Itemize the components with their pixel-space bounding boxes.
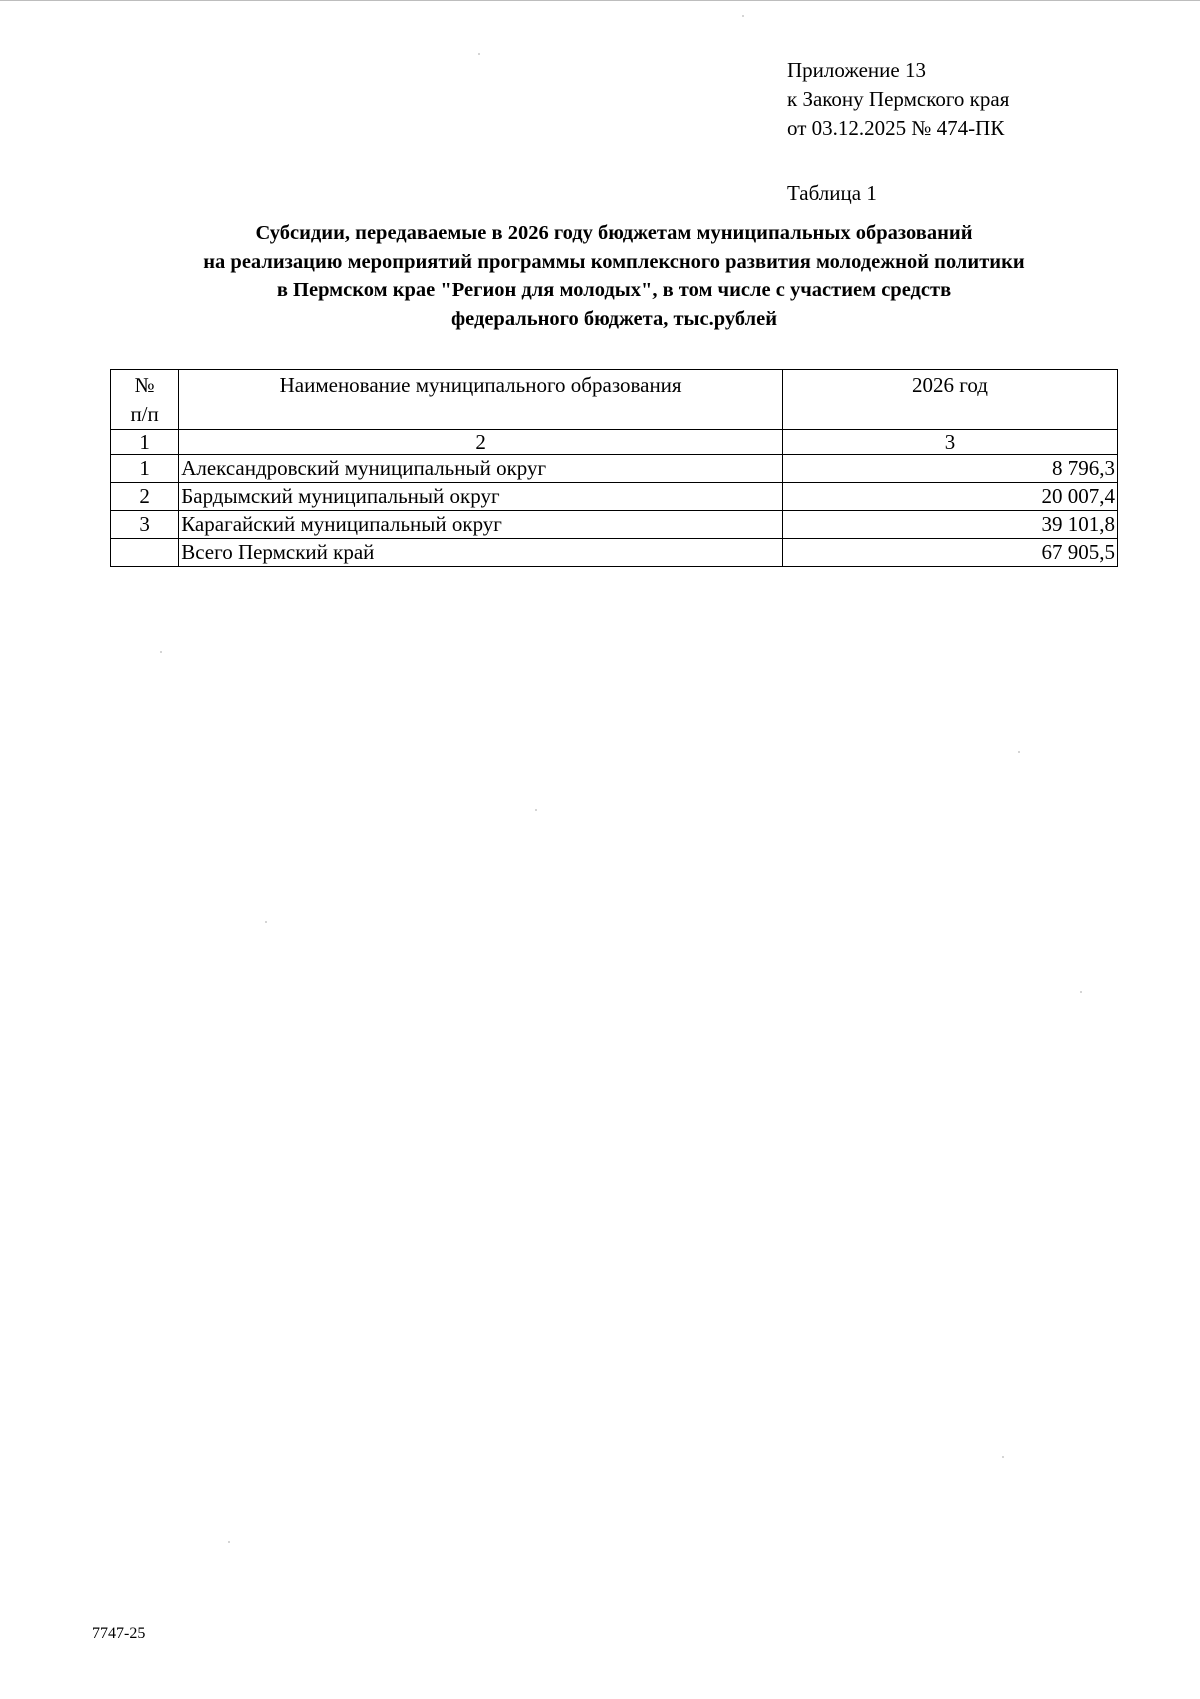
scan-speck <box>1080 991 1082 993</box>
scan-speck <box>535 809 537 811</box>
row-number <box>111 539 179 567</box>
row-number: 1 <box>111 455 179 483</box>
header-number <box>111 370 179 430</box>
column-number: 3 <box>783 430 1118 455</box>
scan-speck <box>1002 1456 1004 1458</box>
header-year: 2026 год <box>783 370 1118 430</box>
subsidy-amount: 39 101,8 <box>783 511 1118 539</box>
header-number-symbol: № <box>134 373 155 397</box>
document-title <box>110 219 1118 333</box>
scan-speck <box>1018 751 1020 753</box>
header-municipality: Наименование муниципального образования <box>179 370 783 430</box>
municipality-name: Александровский муниципальный округ <box>179 455 783 483</box>
title-line-3: в Пермском крае "Регион для молодых", в том числе с участием средств <box>276 279 952 301</box>
row-number: 3 <box>111 511 179 539</box>
subsidies-table <box>110 369 1118 567</box>
scan-speck <box>742 15 744 17</box>
appendix-date: от 03.12.2025 № 474-ПК <box>787 116 1005 140</box>
subsidy-amount: 8 796,3 <box>783 455 1118 483</box>
table-row <box>111 455 1118 483</box>
column-number: 2 <box>179 430 783 455</box>
municipality-name: Карагайский муниципальный округ <box>179 511 783 539</box>
title-line-1: Субсидии, передаваемые в 2026 году бюджетам муниципальных образований <box>255 222 973 244</box>
column-number: 1 <box>111 430 179 455</box>
document-code: 7747-25 <box>92 1625 146 1642</box>
title-line-4: федерального бюджета, тыс.рублей <box>450 307 778 330</box>
total-amount: 67 905,5 <box>783 539 1118 567</box>
appendix-law: к Закону Пермского края <box>787 87 1010 111</box>
subsidy-amount: 20 007,4 <box>783 483 1118 511</box>
table-header-row <box>111 370 1118 430</box>
table-row <box>111 483 1118 511</box>
scan-speck <box>478 53 480 55</box>
title-line-2: на реализацию мероприятий программы комплексного развития молодежной политики <box>203 250 1025 273</box>
municipality-name: Бардымский муниципальный округ <box>179 483 783 511</box>
appendix-reference <box>787 56 1009 143</box>
scan-speck <box>228 1541 230 1543</box>
table-label: Таблица 1 <box>787 181 877 205</box>
header-number-abbr: п/п <box>130 402 159 426</box>
scan-speck <box>160 651 162 653</box>
appendix-number: Приложение 13 <box>787 58 926 82</box>
row-number: 2 <box>111 483 179 511</box>
table-row <box>111 511 1118 539</box>
scan-speck <box>265 921 267 923</box>
total-row <box>111 539 1118 567</box>
column-numbers-row <box>111 430 1118 455</box>
total-label: Всего Пермский край <box>179 539 783 567</box>
